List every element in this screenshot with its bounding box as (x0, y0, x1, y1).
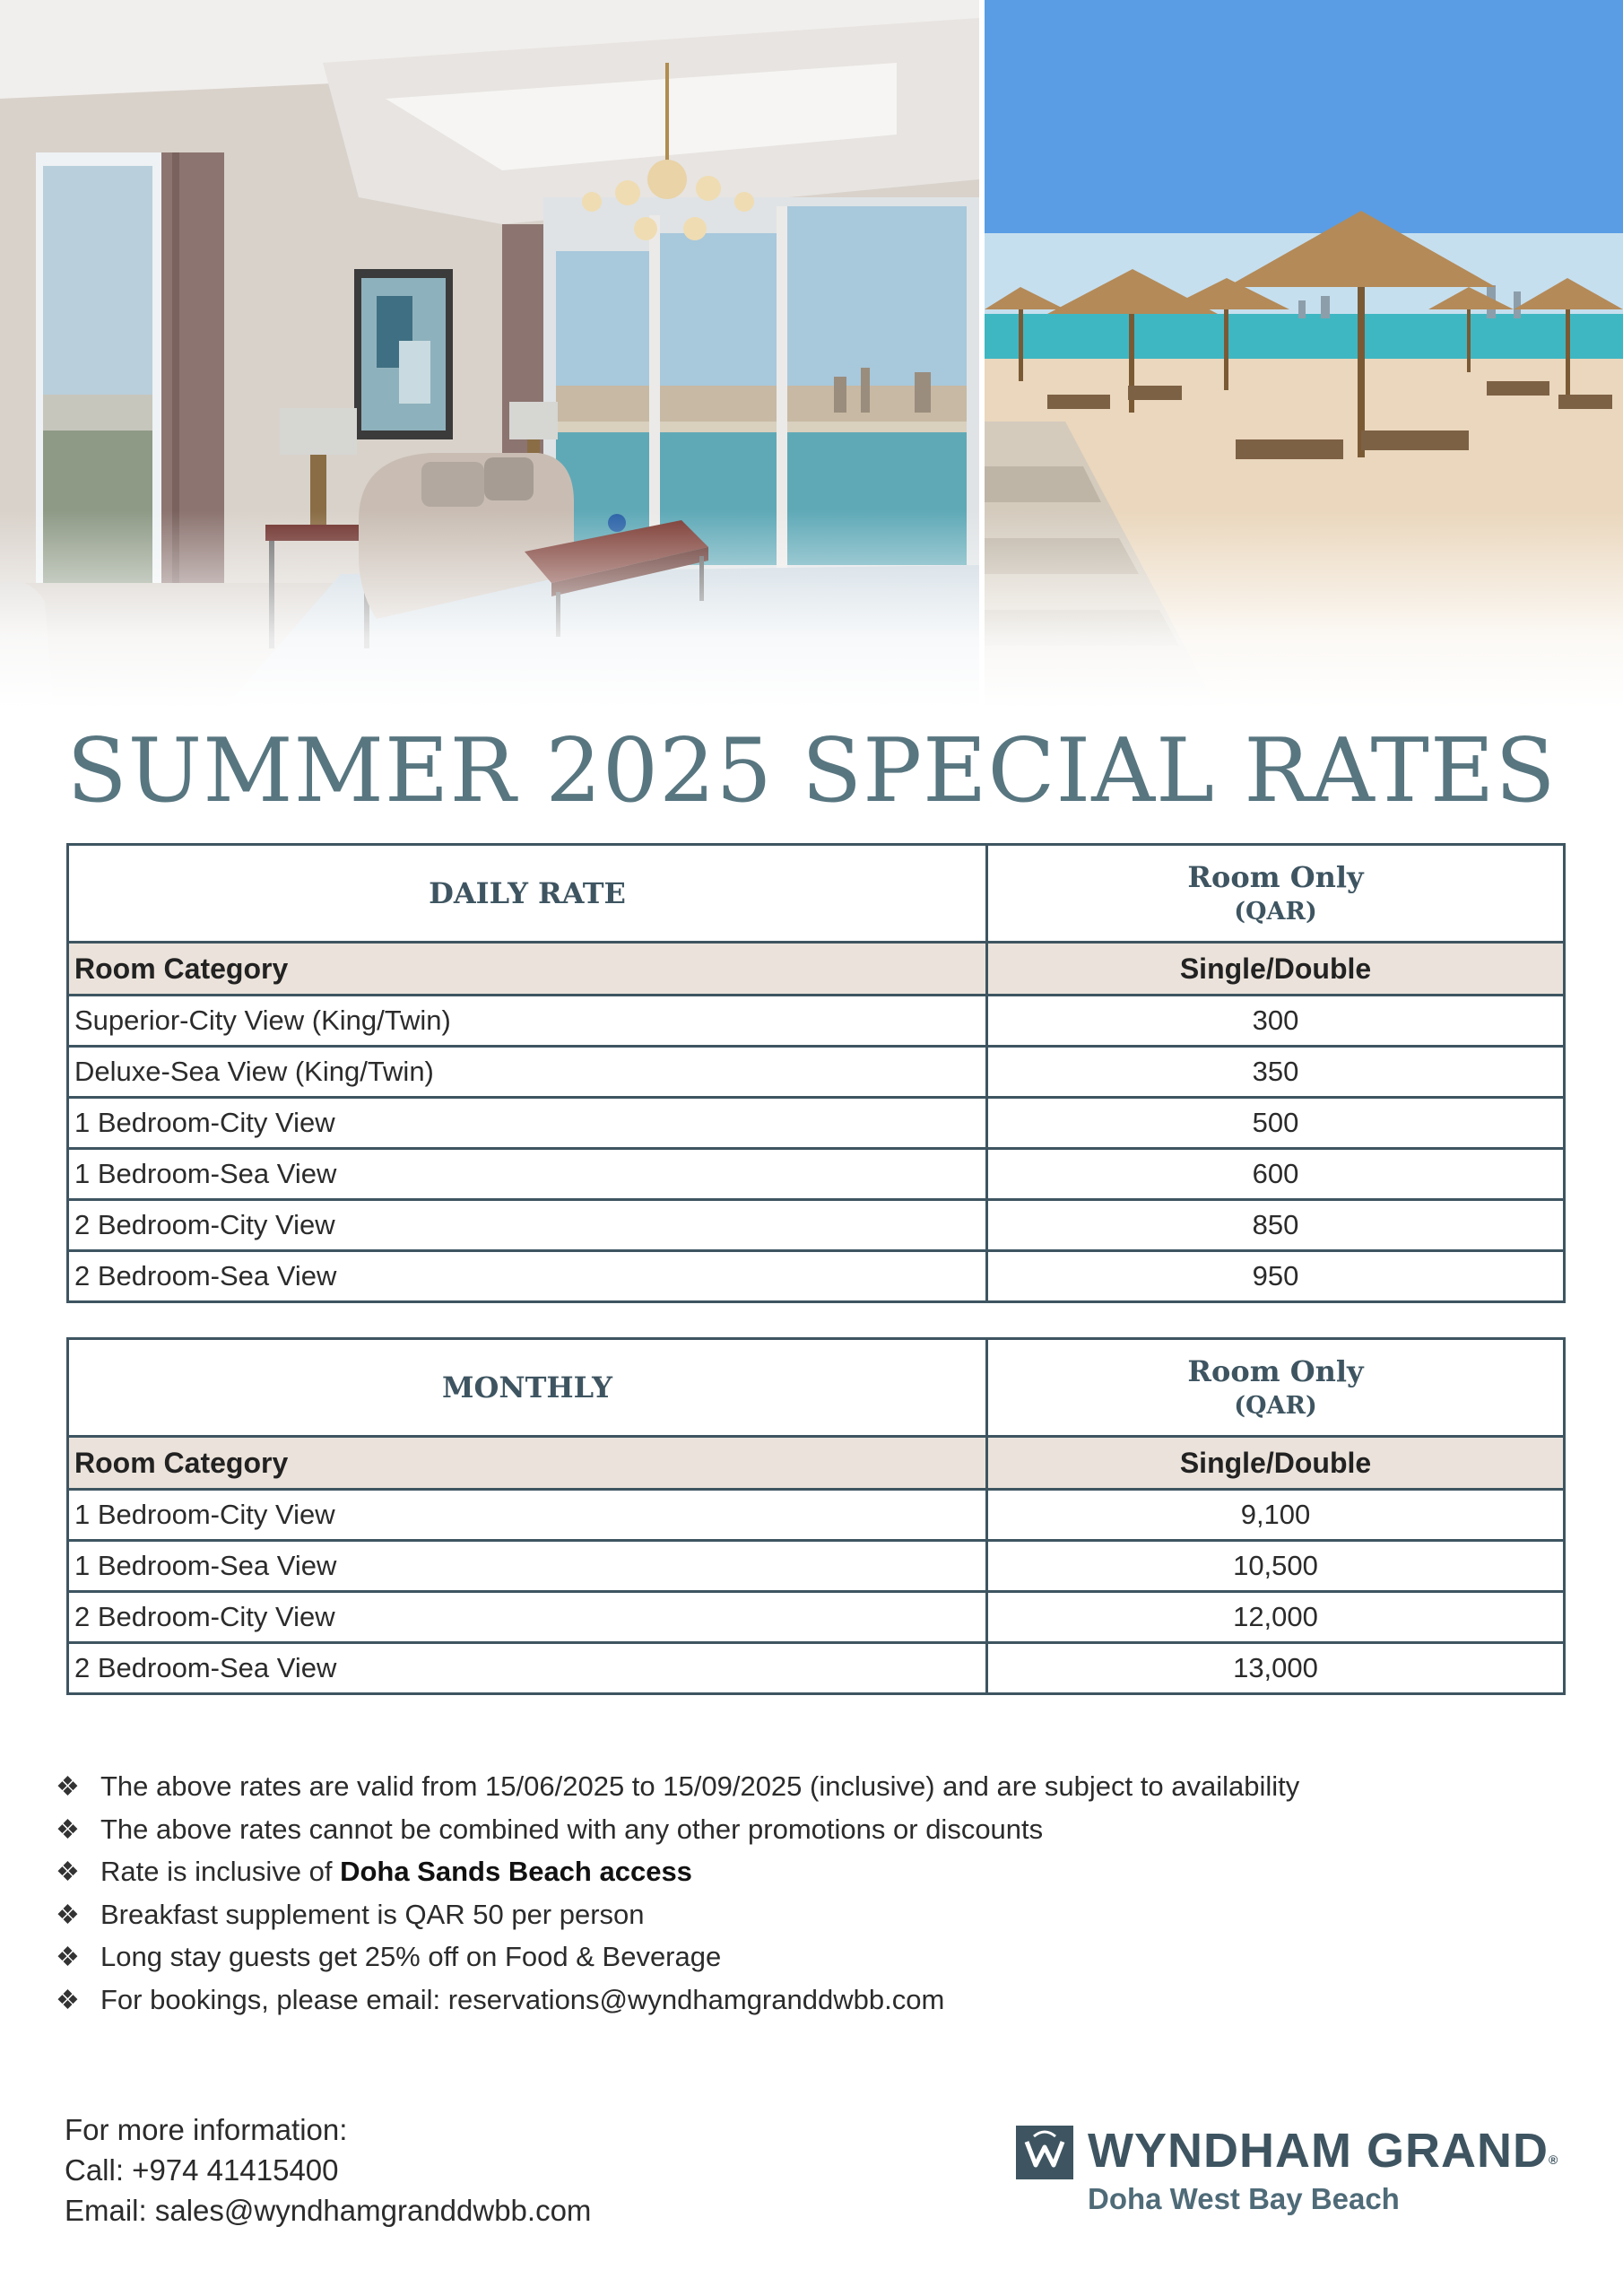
contact-email: Email: sales@wyndhamgranddwbb.com (65, 2194, 592, 2227)
list-item (56, 1893, 1580, 1936)
category-header-row (68, 1437, 1565, 1490)
room-category-cell: 1 Bedroom-City View (68, 1098, 987, 1149)
currency-label: (QAR) (1234, 898, 1317, 926)
diamond-bullet-icon: ❖ (56, 1814, 80, 1845)
rate-type-header (987, 845, 1565, 943)
diamond-bullet-icon: ❖ (56, 1985, 80, 2015)
diamond-bullet-icon: ❖ (56, 1857, 80, 1887)
rate-cell: 9,100 (987, 1490, 1565, 1541)
table-row (68, 1251, 1565, 1302)
room-category-cell: 1 Bedroom-City View (68, 1490, 987, 1541)
brand-text: WYNDHAM GRAND (1088, 2124, 1549, 2178)
table-header-row (68, 845, 1565, 943)
contact-phone: Call: +974 41415400 (65, 2153, 339, 2187)
diamond-bullet-icon: ❖ (56, 1772, 80, 1802)
rate-cell: 12,000 (987, 1592, 1565, 1643)
note-text: Long stay guests get 25% off on Food & Beverage (100, 1941, 722, 1972)
brand-name (1088, 2118, 1558, 2183)
room-category-header: Room Category (68, 943, 987, 996)
room-category-header: Room Category (68, 1437, 987, 1490)
terms-list (56, 1765, 1580, 2021)
room-category-cell: 2 Bedroom-City View (68, 1200, 987, 1251)
category-header-row (68, 943, 1565, 996)
list-item (56, 1935, 1580, 1979)
rate-cell: 300 (987, 996, 1565, 1047)
room-category-cell: Superior-City View (King/Twin) (68, 996, 987, 1047)
note-text: For bookings, please email: reservations@wyndhamgranddwbb.com (100, 1983, 945, 2015)
diamond-bullet-icon: ❖ (56, 1943, 80, 1972)
rate-cell: 600 (987, 1149, 1565, 1200)
brand-location: Doha West Bay Beach (1088, 2182, 1400, 2215)
rate-cell: 950 (987, 1251, 1565, 1302)
occupancy-header: Single/Double (987, 1437, 1565, 1490)
list-item (56, 1808, 1580, 1851)
table-row (68, 1200, 1565, 1251)
rate-cell: 10,500 (987, 1541, 1565, 1592)
room-category-cell: 2 Bedroom-Sea View (68, 1251, 987, 1302)
wyndham-grand-logo (1016, 2122, 1572, 2221)
hero-images (0, 0, 1623, 709)
rate-cell: 850 (987, 1200, 1565, 1251)
note-highlight: Doha Sands Beach access (340, 1856, 692, 1887)
occupancy-header: Single/Double (987, 943, 1565, 996)
table-row (68, 1149, 1565, 1200)
contact-info (65, 2109, 591, 2231)
rate-type-label: Room Only (1187, 860, 1364, 894)
contact-heading: For more information: (65, 2113, 348, 2146)
room-category-cell: 2 Bedroom-City View (68, 1592, 987, 1643)
list-item (56, 1850, 1580, 1893)
room-category-cell: Deluxe-Sea View (King/Twin) (68, 1047, 987, 1098)
note-text: The above rates are valid from 15/06/2025 to 15/09/2025 (inclusive) and are subject to availability (100, 1770, 1300, 1802)
table-row (68, 1541, 1565, 1592)
room-category-cell: 1 Bedroom-Sea View (68, 1149, 987, 1200)
monthly-rate-heading: MONTHLY (68, 1339, 987, 1437)
table-row (68, 996, 1565, 1047)
diamond-bullet-icon: ❖ (56, 1900, 80, 1930)
rate-cell: 13,000 (987, 1643, 1565, 1694)
currency-label: (QAR) (1234, 1392, 1317, 1420)
monthly-rate-table (66, 1337, 1566, 1695)
table-row (68, 1592, 1565, 1643)
page-title: SUMMER 2025 SPECIAL RATES (66, 720, 1557, 822)
registered-mark: ® (1548, 2152, 1559, 2167)
hero-fade-overlay (0, 0, 1623, 709)
room-category-cell: 1 Bedroom-Sea View (68, 1541, 987, 1592)
wyndham-w-logo-icon (1016, 2126, 1073, 2179)
table-row (68, 1047, 1565, 1098)
table-row (68, 1098, 1565, 1149)
table-row (68, 1643, 1565, 1694)
table-header-row (68, 1339, 1565, 1437)
note-text: Breakfast supplement is QAR 50 per person (100, 1898, 645, 1930)
rate-type-header (987, 1339, 1565, 1437)
list-item (56, 1765, 1580, 1808)
rate-cell: 500 (987, 1098, 1565, 1149)
rate-cell: 350 (987, 1047, 1565, 1098)
note-text: The above rates cannot be combined with any other promotions or discounts (100, 1813, 1044, 1845)
note-text: Rate is inclusive of (100, 1856, 341, 1887)
daily-rate-table (66, 843, 1566, 1303)
daily-rate-heading: DAILY RATE (68, 845, 987, 943)
list-item (56, 1979, 1580, 2022)
rate-type-label: Room Only (1187, 1354, 1364, 1388)
table-row (68, 1490, 1565, 1541)
room-category-cell: 2 Bedroom-Sea View (68, 1643, 987, 1694)
